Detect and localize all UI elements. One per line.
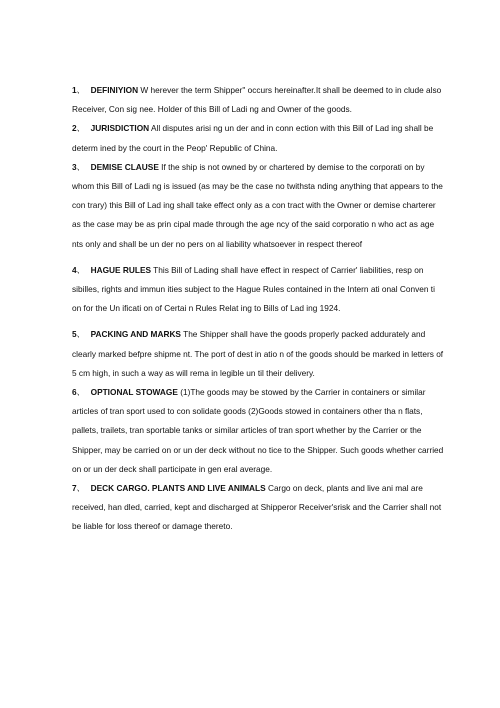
clause-number: 3 [72,161,77,172]
clause-text: The Shipper shall have the goods properly packed addurately and clearly marked befpre shipme nt. The port of dest in atio n of the goods should be marked in letters of 5 cm high, in such a way as will rema in legible un til their delivery. [72,329,444,378]
clause-separator: 、 [76,387,85,398]
clause-number: 5 [72,329,77,340]
clause-text: W herever the term Shipper" occurs hereinafter.It shall be deemed to in clude also Receiver, Con sig nee. Holder of this Bill of Ladi ng and Owner of the goods. [72,85,442,115]
document-page [72,81,444,537]
clause-separator: 、 [76,483,85,494]
clause-heading: PACKING AND MARKS [90,329,181,340]
clause-number: 1 [72,85,77,95]
clause-3 [72,158,444,254]
clause-heading: OPTIONAL STOWAGE [90,387,178,398]
clause-heading: HAGUE RULES [90,264,152,275]
clause-text: Cargo on deck, plants and live ani mal are received, han dled, carried, kept and discharged at Shipperor Receiver'srisk and the Carrier shall not be liable for loss thereof or damage thereto. [72,483,442,532]
clause-heading: DEFINIYION [90,85,139,95]
clause-2 [72,119,444,157]
clause-6 [72,383,444,479]
clause-number: 7 [72,483,77,494]
clause-number: 2 [72,123,77,134]
clause-separator: 、 [76,161,85,172]
clause-1 [72,81,444,119]
clause-separator: 、 [76,85,85,95]
clause-heading: JURISDICTION [90,123,150,134]
clause-number: 4 [72,264,77,275]
clause-heading: DEMISE CLAUSE [90,161,159,172]
clause-separator: 、 [76,329,85,340]
clause-separator: 、 [76,264,85,275]
clause-heading: DECK CARGO. PLANTS AND LIVE ANIMALS [90,483,266,494]
clause-text: All disputes arisi ng un der and in conn ection with this Bill of Lad ing shall be determ ined by the court in the Peop' Republic of China. [72,123,434,153]
clause-text: (1)The goods may be stowed by the Carrier in containers or similar articles of tran sport used to con solidate goods (2)Goods stowed in containers other tha n flats, pallets, trailets, tran sportable tanks or similar articles of tran sport whether by the Carrier or the Shipper, may be carried on or un der deck without no tice to the Shipper. Such goods whether carried on or un der deck shall participate in gen eral average. [72,387,444,474]
clause-7 [72,479,444,537]
clause-4 [72,261,444,319]
clause-number: 6 [72,387,77,398]
clause-5 [72,325,444,383]
clause-text: This Bill of Lading shall have effect in respect of Carrier' liabilities, resp on sibilles, rights and immun ities subject to the Hague Rules contained in the Intern ati onal Conven ti on for the Un ificati on of Certai n Rules Relat ing to Bills of Lad ing 1924. [72,264,435,314]
clause-text: If the ship is not owned by or chartered by demise to the corporati on by whom this Bill of Ladi ng is issued (as may be the case no twithsta nding anything that appears to the con trary) this Bill of Lad ing shall take effect only as a con tract with the Owner or demise charterer as the case may be as prin cipal made through the age ncy of the said corporatio n who act as age nts only and shall be un der no pers on al liability whatsoever in respect thereof [72,161,443,249]
clause-separator: 、 [76,123,85,134]
